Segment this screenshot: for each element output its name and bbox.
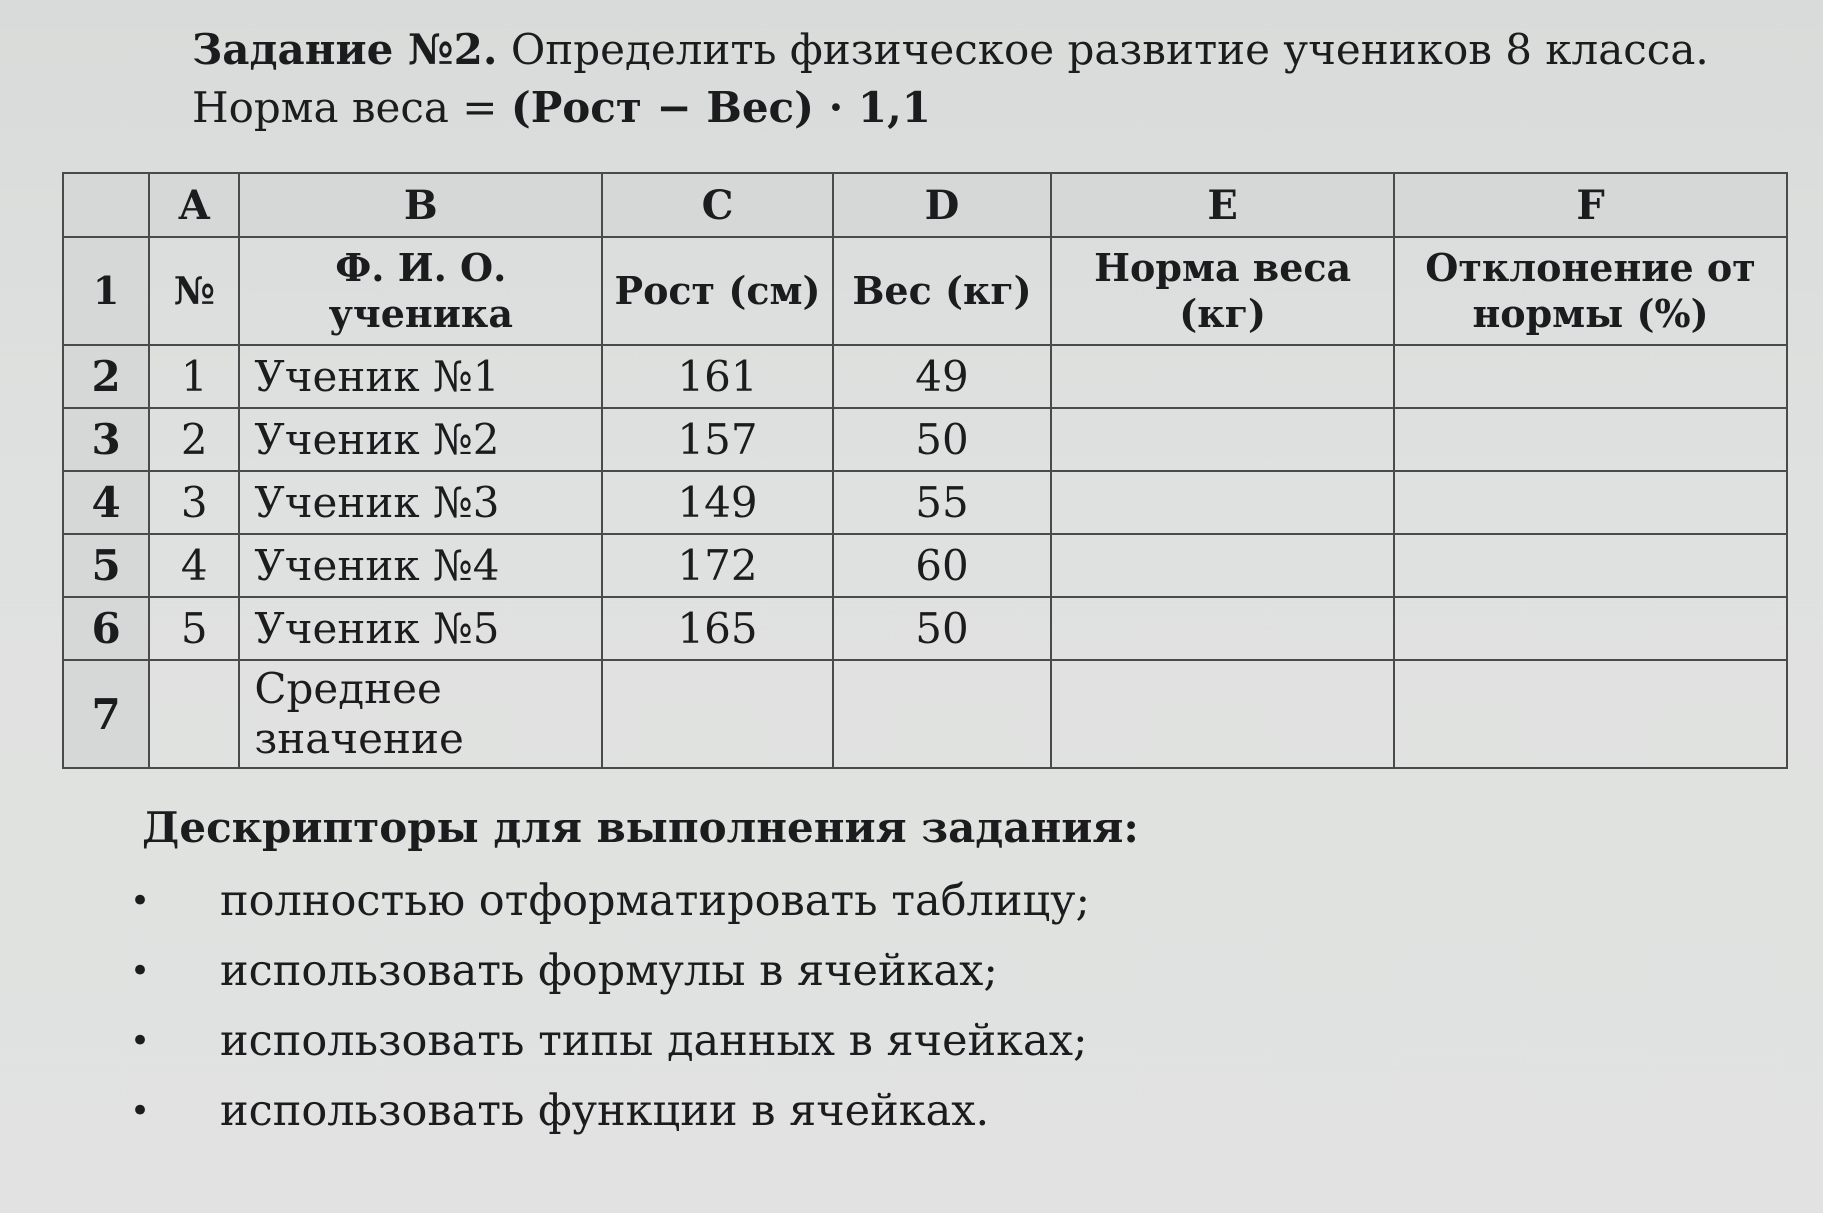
cell-norm xyxy=(1051,408,1394,471)
row-number: 5 xyxy=(63,534,149,597)
cell-height xyxy=(602,660,833,768)
column-letters-row xyxy=(63,173,1787,237)
cell-height: 165 xyxy=(602,597,833,660)
cell-height: 161 xyxy=(602,345,833,408)
cell-name: Ученик №2 xyxy=(239,408,602,471)
list-item xyxy=(130,936,1090,1006)
task-label: Задание №2. xyxy=(192,25,498,74)
cell-weight: 49 xyxy=(833,345,1052,408)
cell-height: 172 xyxy=(602,534,833,597)
table-row xyxy=(63,471,1787,534)
bullet-icon: • xyxy=(130,881,151,921)
table-row xyxy=(63,597,1787,660)
header-deviation: Отклонение от нормы (%) xyxy=(1394,237,1787,345)
cell-norm xyxy=(1051,471,1394,534)
table-row xyxy=(63,534,1787,597)
row-number: 3 xyxy=(63,408,149,471)
task-text: Определить физическое развитие учеников 8 класса. xyxy=(510,25,1709,74)
column-letter-b: B xyxy=(239,173,602,237)
row-number: 6 xyxy=(63,597,149,660)
cell-deviation xyxy=(1394,660,1787,768)
cell-name: Ученик №4 xyxy=(239,534,602,597)
cell-deviation xyxy=(1394,597,1787,660)
list-item xyxy=(130,1006,1090,1076)
column-letter-a: A xyxy=(149,173,239,237)
cell-name: Ученик №5 xyxy=(239,597,602,660)
corner-cell xyxy=(63,173,149,237)
cell-num: 4 xyxy=(149,534,239,597)
table-row xyxy=(63,408,1787,471)
cell-weight: 60 xyxy=(833,534,1052,597)
cell-name: Ученик №1 xyxy=(239,345,602,408)
cell-num: 2 xyxy=(149,408,239,471)
row-number: 1 xyxy=(63,237,149,345)
header-row xyxy=(63,237,1787,345)
column-letter-c: C xyxy=(602,173,833,237)
row-number: 2 xyxy=(63,345,149,408)
column-letter-f: F xyxy=(1394,173,1787,237)
header-name: Ф. И. О. ученика xyxy=(239,237,602,345)
average-label: Среднее значение xyxy=(239,660,602,768)
bullet-icon: • xyxy=(130,951,151,991)
cell-num: 5 xyxy=(149,597,239,660)
row-number: 7 xyxy=(63,660,149,768)
descriptors-title: Дескрипторы для выполнения задания: xyxy=(142,803,1139,852)
cell-norm xyxy=(1051,534,1394,597)
cell-norm xyxy=(1051,345,1394,408)
descriptor-text: полностью отформатировать таблицу; xyxy=(220,876,1090,926)
bullet-icon: • xyxy=(130,1021,151,1061)
cell-height: 157 xyxy=(602,408,833,471)
cell-deviation xyxy=(1394,534,1787,597)
cell-deviation xyxy=(1394,471,1787,534)
descriptor-text: использовать типы данных в ячейках; xyxy=(220,1016,1088,1066)
descriptor-text: использовать формулы в ячейках; xyxy=(220,946,998,996)
descriptors-list xyxy=(130,866,1090,1146)
cell-deviation xyxy=(1394,345,1787,408)
list-item xyxy=(130,1076,1090,1146)
cell-height: 149 xyxy=(602,471,833,534)
header-num: № xyxy=(149,237,239,345)
cell-name: Ученик №3 xyxy=(239,471,602,534)
cell-num xyxy=(149,660,239,768)
formula-expression: (Рост − Вес) · 1,1 xyxy=(510,83,931,132)
formula-prefix: Норма веса = xyxy=(192,83,511,132)
row-number: 4 xyxy=(63,471,149,534)
task-title xyxy=(192,22,1709,78)
header-weight: Вес (кг) xyxy=(833,237,1052,345)
bullet-icon: • xyxy=(130,1091,151,1131)
cell-weight: 50 xyxy=(833,597,1052,660)
cell-num: 1 xyxy=(149,345,239,408)
cell-weight xyxy=(833,660,1052,768)
header-norm: Норма веса (кг) xyxy=(1051,237,1394,345)
column-letter-d: D xyxy=(833,173,1052,237)
cell-weight: 55 xyxy=(833,471,1052,534)
cell-deviation xyxy=(1394,408,1787,471)
column-letter-e: E xyxy=(1051,173,1394,237)
cell-norm xyxy=(1051,660,1394,768)
cell-num: 3 xyxy=(149,471,239,534)
task-formula xyxy=(192,80,931,136)
header-height: Рост (см) xyxy=(602,237,833,345)
table-row xyxy=(63,345,1787,408)
cell-norm xyxy=(1051,597,1394,660)
list-item xyxy=(130,866,1090,936)
descriptor-text: использовать функции в ячейках. xyxy=(220,1086,990,1136)
average-row xyxy=(63,660,1787,768)
cell-weight: 50 xyxy=(833,408,1052,471)
spreadsheet-table xyxy=(62,172,1788,769)
